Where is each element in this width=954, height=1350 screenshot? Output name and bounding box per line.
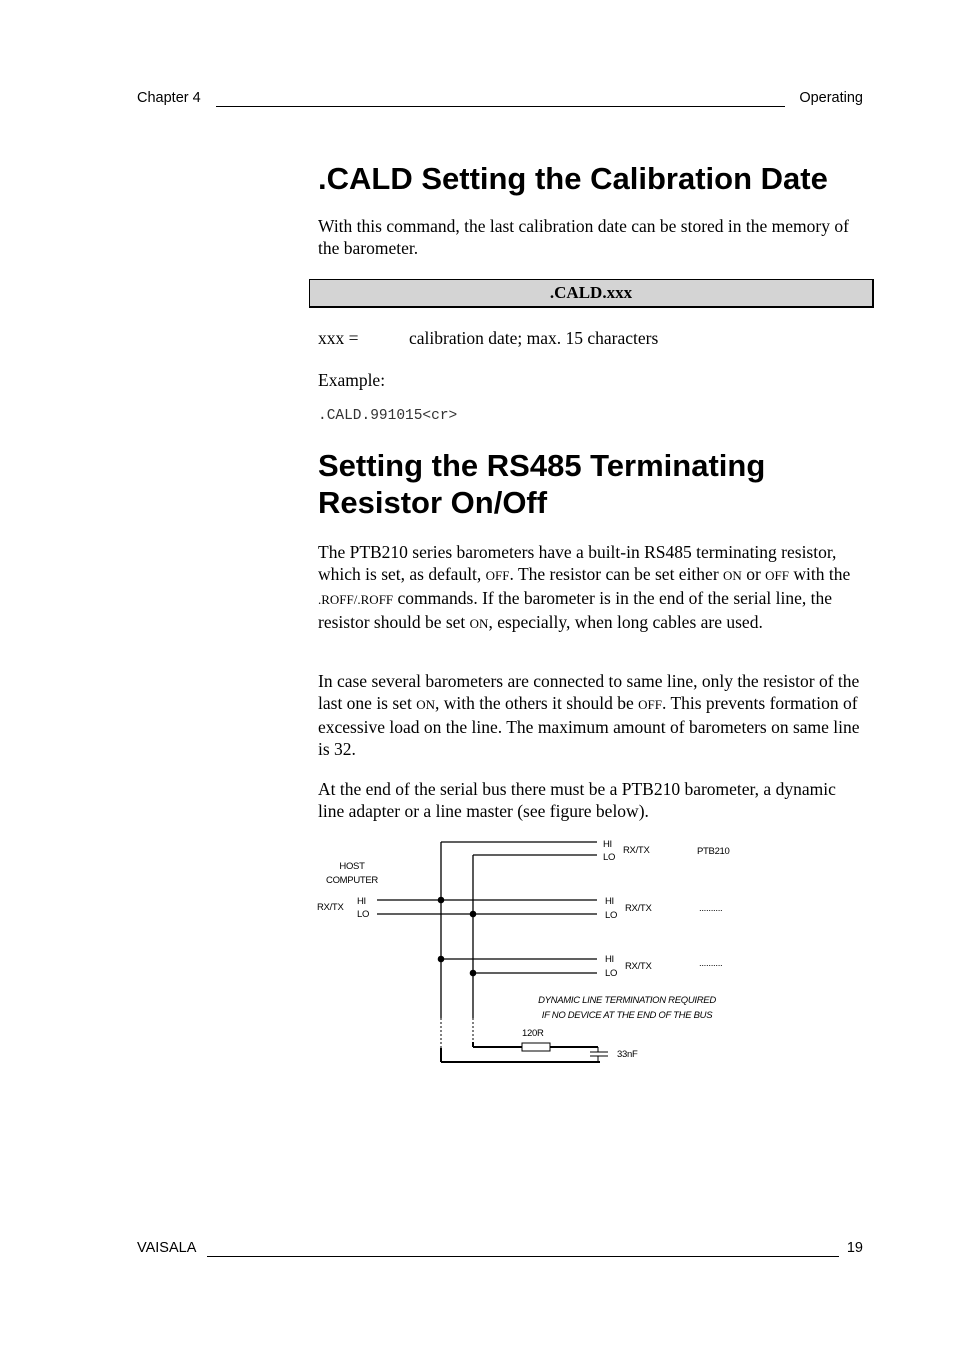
dev2-dots: ..........: [699, 903, 723, 914]
dev1-hi: HI: [603, 839, 612, 850]
resistor-label: 120R: [522, 1028, 544, 1039]
example-code: .CALD.991015<cr>: [318, 408, 458, 424]
host-rxtx: RX/TX: [317, 902, 344, 913]
junction-dots: [438, 897, 477, 977]
command-syntax-box: .CALD.xxx: [309, 279, 874, 308]
rs485-paragraph-1: The PTB210 series barometers have a built-in RS485 terminating resistor, which is set, as default, OFF. The resistor can be set either ON or OFF with the .ROFF/.ROFF commands. If the barometer is in the end of the serial line, the resistor should be set ON, especially, when long cables are used.: [318, 542, 851, 632]
page-footer: [137, 1240, 863, 1260]
footer-company: VAISALA: [137, 1240, 197, 1256]
footer-rule: [207, 1256, 839, 1257]
dev1-lo: LO: [603, 852, 616, 863]
dev1-name: PTB210: [697, 846, 730, 857]
cald-heading: .CALD Setting the Calibration Date: [318, 161, 828, 196]
dev3-lo: LO: [605, 968, 618, 979]
page-number: 19: [846, 1240, 863, 1256]
dev2-lo: LO: [605, 910, 618, 921]
example-label: Example:: [318, 370, 386, 390]
host-lo: LO: [357, 909, 370, 920]
dev3-hi: HI: [605, 954, 614, 965]
param-description: calibration date; max. 15 characters: [409, 328, 659, 348]
rs485-heading: [318, 447, 765, 521]
rs485-paragraph-3: At the end of the serial bus there must be a PTB210 barometer, a dynamic line adapter or a line master (see figure below).: [318, 779, 836, 821]
page-header: [137, 90, 863, 110]
rs485-heading-line1: Setting the RS485 Terminating: [318, 448, 766, 483]
capacitor-label: 33nF: [617, 1049, 638, 1060]
host-hi: HI: [357, 896, 366, 907]
rs485-paragraph-2: In case several barometers are connected to same line, only the resistor of the last one is set ON, with the others it should be OFF. This prevents formation of excessive load on the line. The maximum amount of barometers on same line is 32.: [318, 671, 860, 759]
host-label-2: COMPUTER: [326, 875, 378, 886]
termination-note-1: DYNAMIC LINE TERMINATION REQUIRED: [538, 995, 716, 1006]
dev3-dots: ..........: [699, 958, 723, 969]
dev2-rxtx: RX/TX: [625, 903, 652, 914]
host-label-1: HOST: [339, 861, 365, 872]
header-section: Operating: [799, 90, 863, 106]
param-term: xxx =: [318, 328, 359, 348]
dev3-rxtx: RX/TX: [625, 961, 652, 972]
header-rule: [216, 106, 785, 107]
rs485-bus-diagram: [300, 830, 780, 1070]
header-chapter: Chapter 4: [137, 90, 201, 106]
rs485-heading-line2: Resistor On/Off: [318, 485, 548, 520]
cald-intro: With this command, the last calibration date can be stored in the memory of the barometer.: [318, 216, 849, 258]
dev2-hi: HI: [605, 896, 614, 907]
dev1-rxtx: RX/TX: [623, 845, 650, 856]
termination-note-2: IF NO DEVICE AT THE END OF THE BUS: [541, 1010, 713, 1021]
